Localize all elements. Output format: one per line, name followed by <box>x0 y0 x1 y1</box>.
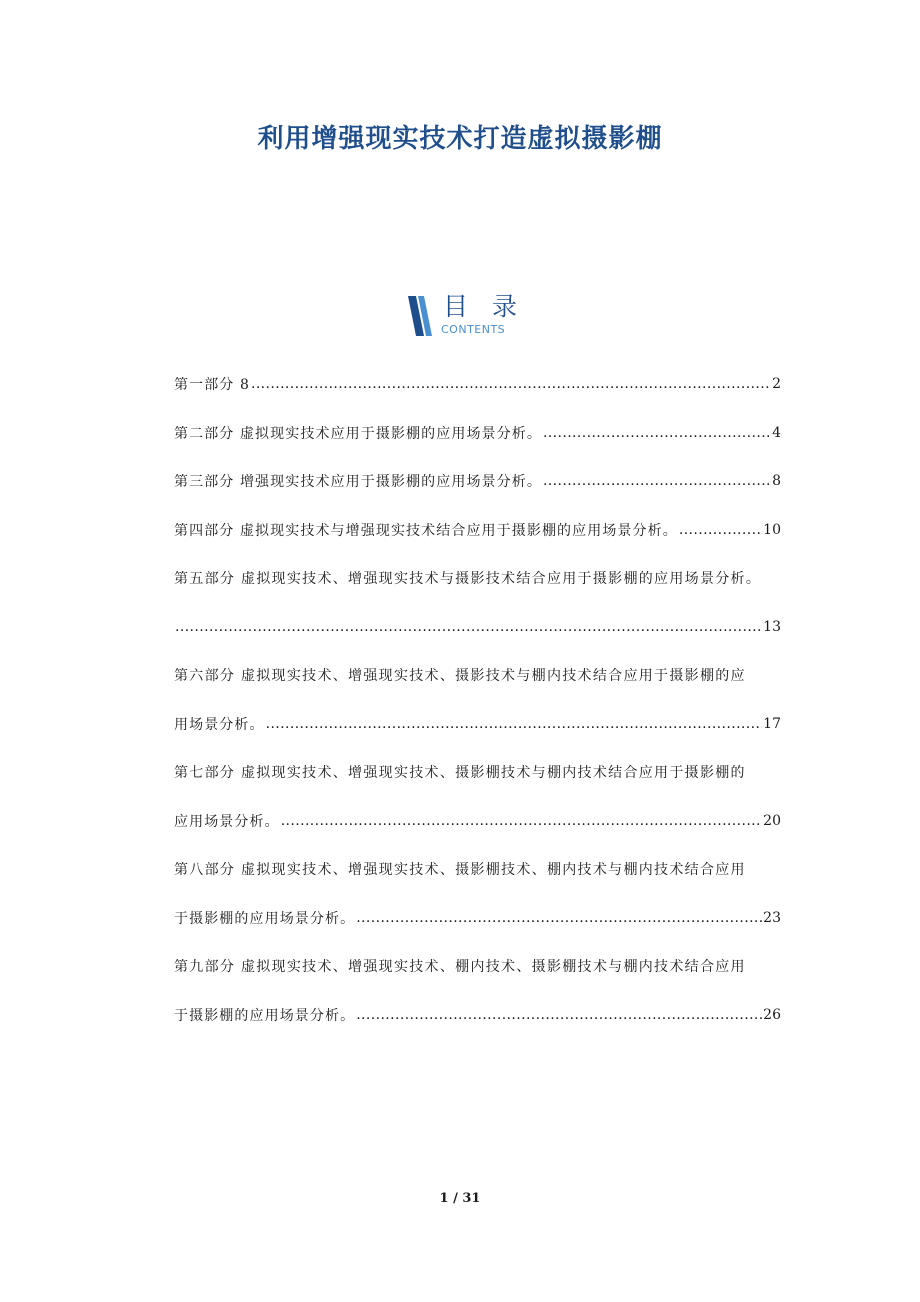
toc-entry-page: 26 <box>763 1006 781 1023</box>
toc-entry[interactable] <box>174 457 781 506</box>
toc-heading-main: 目 录 <box>443 292 525 321</box>
toc-entry-page: 2 <box>772 376 781 393</box>
toc-entry-text-cont: 于摄影棚的应用场景分析。 <box>174 1007 356 1024</box>
toc-entry-line2[interactable] <box>174 991 781 1040</box>
toc-entry-page: 17 <box>763 715 781 732</box>
toc-leader-dots <box>175 619 762 635</box>
toc-entry-line2[interactable] <box>174 797 781 846</box>
toc-entry-text: 第九部分 虚拟现实技术、增强现实技术、棚内技术、摄影棚技术与棚内技术结合应用 <box>174 959 746 976</box>
toc-entry[interactable] <box>174 360 781 409</box>
toc-entry-text: 第一部分 8 <box>174 377 250 394</box>
toc-entry[interactable] <box>174 409 781 458</box>
toc-entry-text: 第七部分 虚拟现实技术、增强现实技术、摄影棚技术与棚内技术结合应用于摄影棚的 <box>174 765 746 782</box>
toc-leader-dots <box>251 376 771 392</box>
toc-leader-dots <box>679 522 762 538</box>
toc-entry-page: 13 <box>763 618 781 635</box>
page-indicator: 1 / 31 <box>439 1191 481 1206</box>
contents-logo-icon <box>405 294 435 338</box>
toc-entry-text: 第四部分 虚拟现实技术与增强现实技术结合应用于摄影棚的应用场景分析。 <box>174 522 678 539</box>
toc-entry-line2[interactable] <box>174 700 781 749</box>
toc-entry-line2[interactable] <box>174 894 781 943</box>
toc-leader-dots <box>356 1007 762 1023</box>
toc-leader-dots <box>543 473 771 489</box>
toc-entry-page: 8 <box>772 473 781 490</box>
toc-list <box>174 360 781 1039</box>
toc-entry-text: 第三部分 增强现实技术应用于摄影棚的应用场景分析。 <box>174 474 542 491</box>
toc-entry-line1[interactable] <box>174 554 781 603</box>
toc-entry-text: 第六部分 虚拟现实技术、增强现实技术、摄影技术与棚内技术结合应用于摄影棚的应 <box>174 668 746 685</box>
toc-leader-dots <box>281 813 762 829</box>
document-title: 利用增强现实技术打造虚拟摄影棚 <box>257 124 663 154</box>
toc-entry-text-cont: 应用场景分析。 <box>174 813 280 830</box>
toc-entry-page: 23 <box>763 909 781 926</box>
toc-entry-page: 4 <box>772 424 781 441</box>
toc-leader-dots <box>543 425 771 441</box>
toc-entry-text: 第五部分 虚拟现实技术、增强现实技术与摄影技术结合应用于摄影棚的应用场景分析。 <box>174 571 762 588</box>
toc-entry[interactable] <box>174 506 781 555</box>
toc-entry-page: 20 <box>763 812 781 829</box>
toc-entry-text-cont: 于摄影棚的应用场景分析。 <box>174 910 356 927</box>
toc-entry-line1[interactable] <box>174 651 781 700</box>
toc-entry-text-cont: 用场景分析。 <box>174 716 265 733</box>
toc-entry-line2[interactable] <box>174 603 781 652</box>
toc-entry-line1[interactable] <box>174 845 781 894</box>
toc-heading <box>405 292 545 342</box>
toc-heading-sub: CONTENTS <box>441 323 506 336</box>
toc-entry-line1[interactable] <box>174 942 781 991</box>
toc-entry-text: 第八部分 虚拟现实技术、增强现实技术、摄影棚技术、棚内技术与棚内技术结合应用 <box>174 862 746 879</box>
toc-entry-page: 10 <box>763 521 781 538</box>
toc-leader-dots <box>266 716 763 732</box>
toc-entry-line1[interactable] <box>174 748 781 797</box>
toc-entry-text: 第二部分 虚拟现实技术应用于摄影棚的应用场景分析。 <box>174 425 542 442</box>
toc-leader-dots <box>356 910 762 926</box>
